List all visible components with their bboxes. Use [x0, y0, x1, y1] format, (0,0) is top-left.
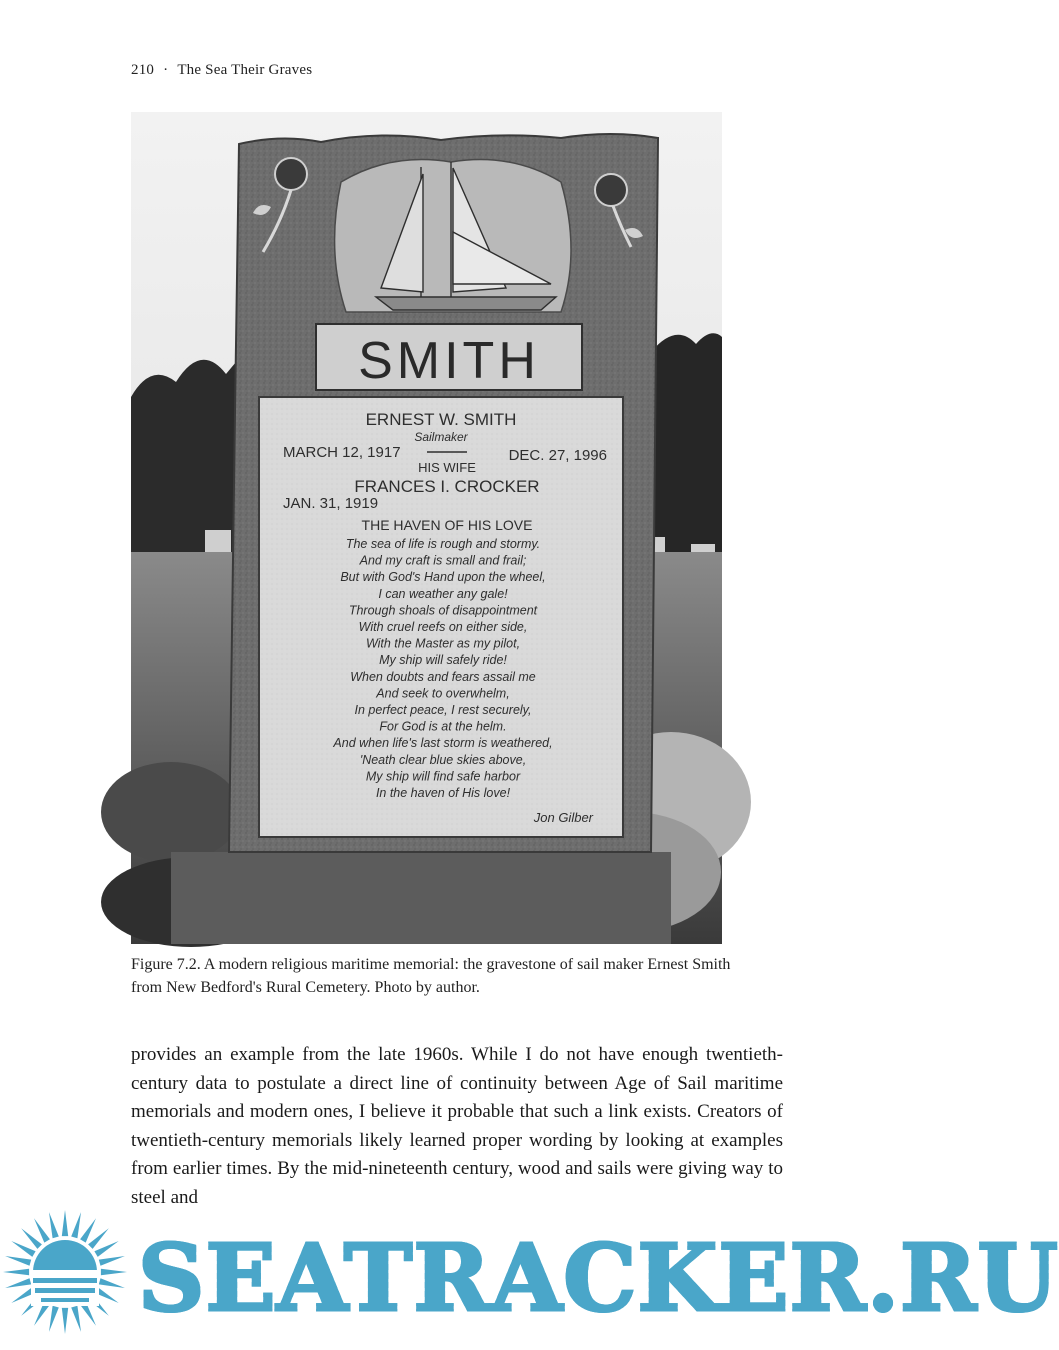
book-title: The Sea Their Graves [177, 62, 313, 78]
sun-ray [94, 1241, 118, 1257]
figure-caption: Figure 7.2. A modern religious maritime memorial: the gravestone of sail maker Ernest Smith from New Bedford's Rural Cemetery. Photo by author. [131, 956, 731, 996]
poem-line: My ship will safely ride! [379, 653, 507, 668]
poem-line: 'Neath clear blue skies above, [359, 752, 527, 767]
poem-line: And seek to overwhelm, [376, 686, 510, 701]
poem-line: But with God's Hand upon the wheel, [340, 570, 546, 585]
sun-ray [99, 1278, 125, 1288]
poem-line: In perfect peace, I rest securely, [354, 703, 532, 717]
relation-label: HIS WIFE [418, 460, 476, 475]
sun-ray [71, 1306, 81, 1332]
sun-ray [101, 1269, 127, 1275]
body-paragraph: provides an example from the late 1960s. While I do not have enough twentieth-century data to postulate a direct line of continuity between Age of Sail maritime memorials and modern ones, I believe it probable that such a link exists. Creators of twentieth-century memorials likely learned proper wording by looking at examples from earlier times. By the mid-nineteenth century, wood and sails were giving way to steel and [131, 1044, 783, 1208]
poem-line: When doubts and fears assail me [350, 669, 536, 684]
watermark-text: SEATRACKER.RU [138, 1224, 1059, 1332]
stone-base [171, 852, 671, 944]
poem-line: And my craft is small and frail; [359, 553, 527, 568]
husband-birth-date: MARCH 12, 1917 [283, 444, 401, 461]
poem-line: I can weather any gale! [378, 586, 508, 601]
sun-ray [71, 1212, 81, 1238]
poem-line: My ship will find safe harbor [365, 769, 521, 784]
husband-name: ERNEST W. SMITH [365, 410, 517, 429]
running-head [131, 62, 312, 79]
sun-ray [62, 1210, 68, 1236]
sun-ray [49, 1212, 59, 1238]
wife-name: FRANCES I. CROCKER [354, 477, 540, 496]
poem-line: Through shoals of disappointment [348, 603, 538, 618]
husband-death-date: DEC. 27, 1996 [508, 447, 607, 464]
wife-birth-date: JAN. 31, 1919 [283, 495, 379, 512]
sun-ray [21, 1228, 42, 1249]
sun-icon [3, 1210, 127, 1334]
gravestone-photo [131, 112, 722, 944]
husband-occupation: Sailmaker [414, 430, 468, 444]
poem-line: The sea of life is rough and stormy. [345, 537, 541, 551]
poem-line: For God is at the helm. [379, 719, 507, 734]
page-number: 210 [131, 62, 155, 78]
poem-line: And when life's last storm is weathered, [333, 736, 553, 751]
header-separator: · [163, 62, 169, 78]
sun-ray [5, 1278, 31, 1288]
hosta-plant [101, 762, 241, 862]
poem-title: THE HAVEN OF HIS LOVE [361, 517, 533, 533]
sun-ray [3, 1269, 29, 1275]
poem-line: With the Master as my pilot, [365, 636, 521, 651]
poem-line: With cruel reefs on either side, [358, 620, 528, 634]
sun-ray [11, 1241, 35, 1257]
sun-ray [5, 1256, 31, 1266]
sun-ray [99, 1256, 125, 1266]
sun-ray [49, 1306, 59, 1332]
sun-ray [88, 1228, 109, 1249]
family-name: SMITH [358, 332, 540, 390]
sun-ray [34, 1218, 50, 1242]
sun-ray [62, 1308, 68, 1334]
sun-ray [80, 1218, 96, 1242]
poem-line: In the haven of His love! [375, 786, 511, 800]
poem-author: Jon Gilber [533, 810, 593, 825]
